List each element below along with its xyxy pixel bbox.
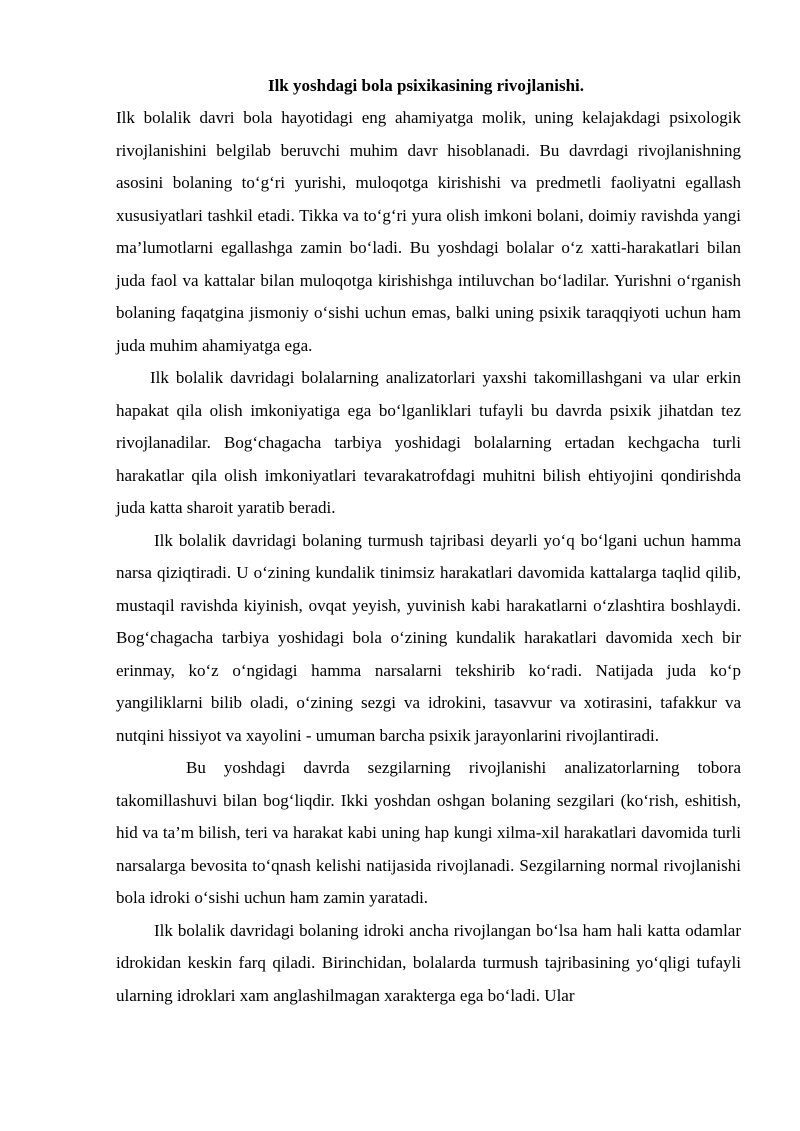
paragraph-1: Ilk bolalik davri bola hayotidagi eng ahamiyatga molik, uning kelajakdagi psixologik rivojlanishini belgilab beruvchi muhim davr hisoblanadi. Bu davrdagi rivojlanishning asosini bolaning to‘g‘ri yurishi, muloqotga kirishishi va predmetli faoliyatni egallash xususiyatlari tashkil etadi. Tikka va to‘g‘ri yura olish imkoni bolani, doimiy ravishda yangi ma’lumotlarni egallashga zamin bo‘ladi. Bu yoshdagi bolalar o‘z xatti-harakatlari bilan juda faol va kattalar bilan muloqotga kirishishga intiluvchan bo‘ladilar. Yurishni o‘rganish bolaning faqatgina jismoniy o‘sishi uchun emas, balki uning psixik taraqqiyoti uchun ham juda muhim ahamiyatga ega. bbox=[116, 108, 741, 355]
document-title: Ilk yoshdagi bola psixikasining rivojlanishi. bbox=[267, 76, 585, 95]
paragraph-3: Ilk bolalik davridagi bolaning turmush tajribasi deyarli yo‘q bo‘lgani uchun hamma narsa qiziqtiradi. U o‘zining kundalik tinimsiz harakatlari davomida kattalarga taqlid qilib, mustaqil ravishda kiyinish, ovqat yeyish, yuvinish kabi harakatlarni o‘zlashtira boshlaydi. Bog‘chagacha tarbiya yoshidagi bola o‘zining kundalik harakatlari davomida xech bir erinmay, ko‘z o‘ngidagi hamma narsalarni tekshirib ko‘radi. Natijada juda ko‘p yangiliklarni bilib oladi, o‘zining sezgi va idrokini, tasavvur va xotirasini, tafakkur va nutqini hissiyot va xayolini - umuman barcha psixik jarayonlarini rivojlantiradi. bbox=[116, 530, 741, 745]
document-body bbox=[116, 102, 741, 1012]
paragraph-5: Ilk bolalik davridagi bolaning idroki ancha rivojlangan bo‘lsa ham hali katta odamlar idrokidan keskin farq qiladi. Birinchidan, bolalarda turmush tajribasining yo‘qligi tufayli ularning idroklari xam anglashilmagan xarakterga ega bo‘ladi. Ular bbox=[116, 920, 741, 1005]
paragraph-2: Ilk bolalik davridagi bolalarning analizatorlari yaxshi takomillashgani va ular erkin hapakat qila olish imkoniyatiga ega bo‘lganliklari tufayli bu davrda psixik jihatdan tez rivojlanadilar. Bog‘chagacha tarbiya yoshidagi bolalarning ertadan kechgacha turli harakatlar qila olish imkoniyatlari tevarakatrofdagi muhitni bilish ehtiyojini qondirishda juda katta sharoit yaratib beradi. bbox=[116, 368, 741, 517]
paragraph-4: Bu yoshdagi davrda sezgilarning rivojlanishi analizatorlarning tobora takomillashuvi bilan bog‘liqdir. Ikki yoshdan oshgan bolaning sezgilari (ko‘rish, eshitish, hid va ta’m bilish, teri va harakat kabi uning hap kungi xilma-xil harakatlari davomida turli narsalarga bevosita to‘qnash kelishi natijasida rivojlanadi. Sezgilarning normal rivojlanishi bola idroki o‘sishi uchun ham zamin yaratadi. bbox=[116, 758, 741, 907]
